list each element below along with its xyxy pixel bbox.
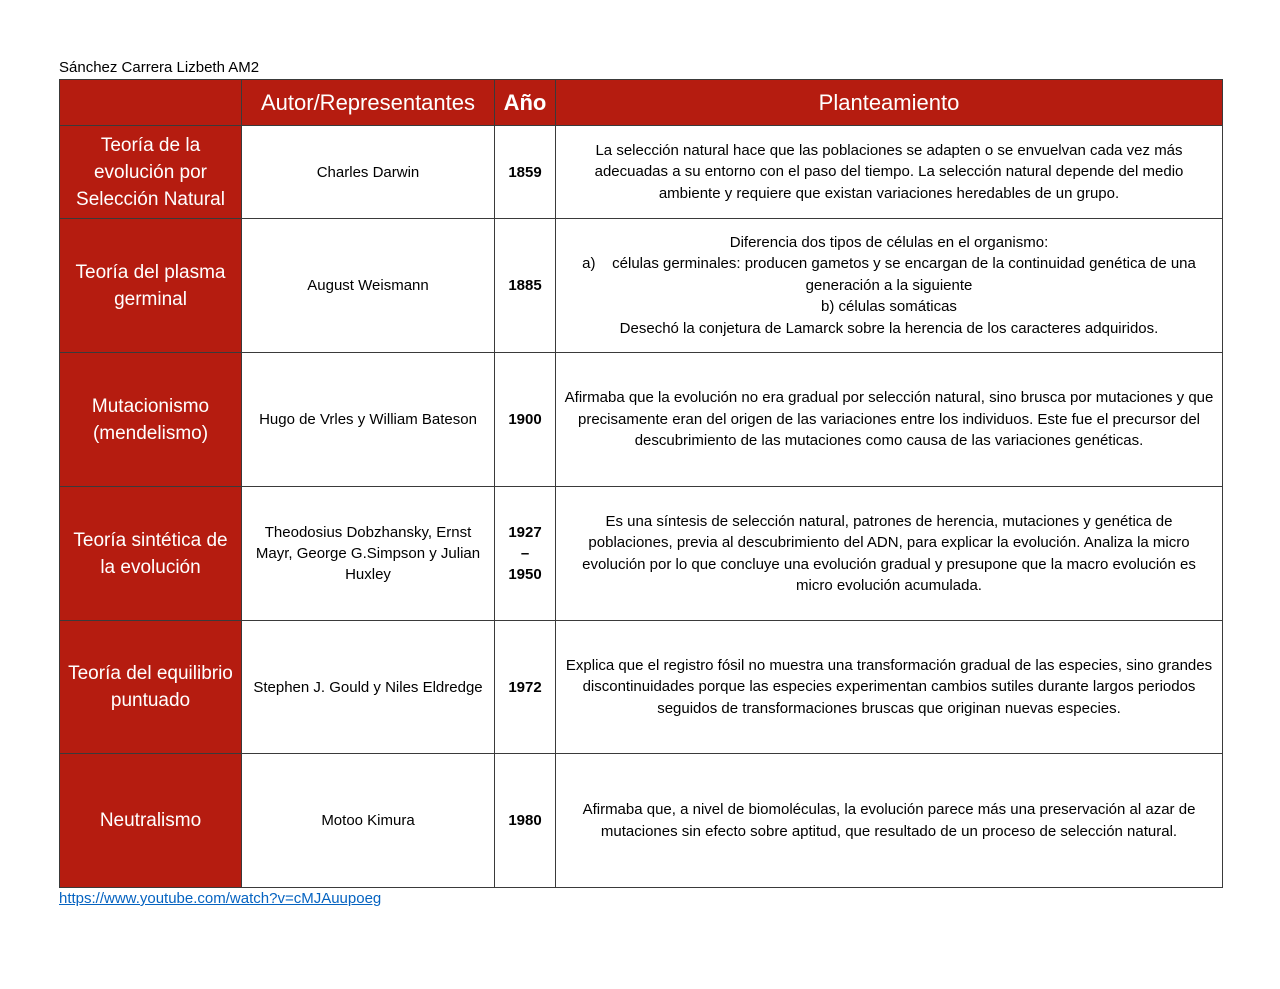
theory-year: 1980: [495, 754, 556, 888]
theory-statement: Explica que el registro fósil no muestra una transformación gradual de las especies, sino grandes discontinuidades porque las especies experimentan cambios sutiles durante largos periodos seguidos de transformaciones bruscas que originan nuevas especies.: [556, 621, 1223, 754]
header-statement: Planteamiento: [556, 80, 1223, 126]
theory-statement: Es una síntesis de selección natural, patrones de herencia, mutaciones y genética de poblaciones, previa al descubrimiento del ADN, para explicar la evolución. Analiza la micro evolución por lo que concluye una evolución gradual y presupone que la macro evolución es micro evolución acumulada.: [556, 487, 1223, 621]
list-marker: a): [582, 255, 596, 273]
theory-authors: Motoo Kimura: [242, 754, 495, 888]
table-row: [60, 487, 1223, 621]
theory-statement: [556, 219, 1223, 353]
header-year: Año: [495, 80, 556, 126]
theory-year-range: [495, 487, 556, 621]
evolution-theories-table: [59, 79, 1223, 888]
author-line: Sánchez Carrera Lizbeth AM2: [59, 59, 260, 76]
theory-name: Teoría del plasma germinal: [60, 219, 242, 353]
theory-year: 1885: [495, 219, 556, 353]
theory-statement: La selección natural hace que las poblaciones se adapten o se envuelvan cada vez más adecuadas a su entorno con el paso del tiempo. La selección natural depende del medio ambiente y requiere que existan variaciones heredables de un grupo.: [556, 126, 1223, 219]
year-dash: –: [520, 545, 530, 562]
theory-name: Teoría de la evolución por Selección Natural: [60, 126, 242, 219]
theory-authors: Hugo de Vrles y William Bateson: [242, 353, 495, 487]
statement-intro: Diferencia dos tipos de células en el organismo:: [729, 233, 1049, 251]
theory-name: Teoría del equilibrio puntuado: [60, 621, 242, 754]
theory-year: 1972: [495, 621, 556, 754]
theory-authors: Theodosius Dobzhansky, Ernst Mayr, George G.Simpson y Julian Huxley: [242, 487, 495, 621]
header-blank-cell: [60, 80, 242, 126]
statement-item-a-text: células germinales: producen gametos y se encargan de la continuidad genética de una generación a la siguiente: [612, 255, 1196, 294]
statement-item-a: [564, 253, 1214, 296]
table-row: [60, 754, 1223, 888]
theory-statement: Afirmaba que, a nivel de biomoléculas, la evolución parece más una preservación al azar de mutaciones sin efecto sobre aptitud, que resultado de un proceso de selección natural.: [556, 754, 1223, 888]
table-header-row: [60, 80, 1223, 126]
theory-statement: Afirmaba que la evolución no era gradual por selección natural, sino brusca por mutaciones y que precisamente eran del origen de las variaciones entre los individuos. Este fue el precursor del descubrimiento de las mutaciones como causa de las variaciones genéticas.: [556, 353, 1223, 487]
theory-authors: Stephen J. Gould y Niles Eldredge: [242, 621, 495, 754]
theory-year: 1900: [495, 353, 556, 487]
table-row: [60, 126, 1223, 219]
theory-name: Neutralismo: [60, 754, 242, 888]
theory-name: Teoría sintética de la evolución: [60, 487, 242, 621]
table-row: [60, 219, 1223, 353]
year-end: 1950: [508, 566, 542, 583]
statement-item-b: b) células somáticas: [821, 298, 957, 316]
source-link[interactable]: https://www.youtube.com/watch?v=cMJAuupoeg: [59, 890, 382, 907]
year-start: 1927: [508, 524, 542, 541]
theory-authors: Charles Darwin: [242, 126, 495, 219]
statement-outro: Desechó la conjetura de Lamarck sobre la herencia de los caracteres adquiridos.: [619, 319, 1159, 337]
table-row: [60, 353, 1223, 487]
theory-year: 1859: [495, 126, 556, 219]
table-row: [60, 621, 1223, 754]
header-author: Autor/Representantes: [242, 80, 495, 126]
theory-authors: August Weismann: [242, 219, 495, 353]
theory-name: Mutacionismo (mendelismo): [60, 353, 242, 487]
